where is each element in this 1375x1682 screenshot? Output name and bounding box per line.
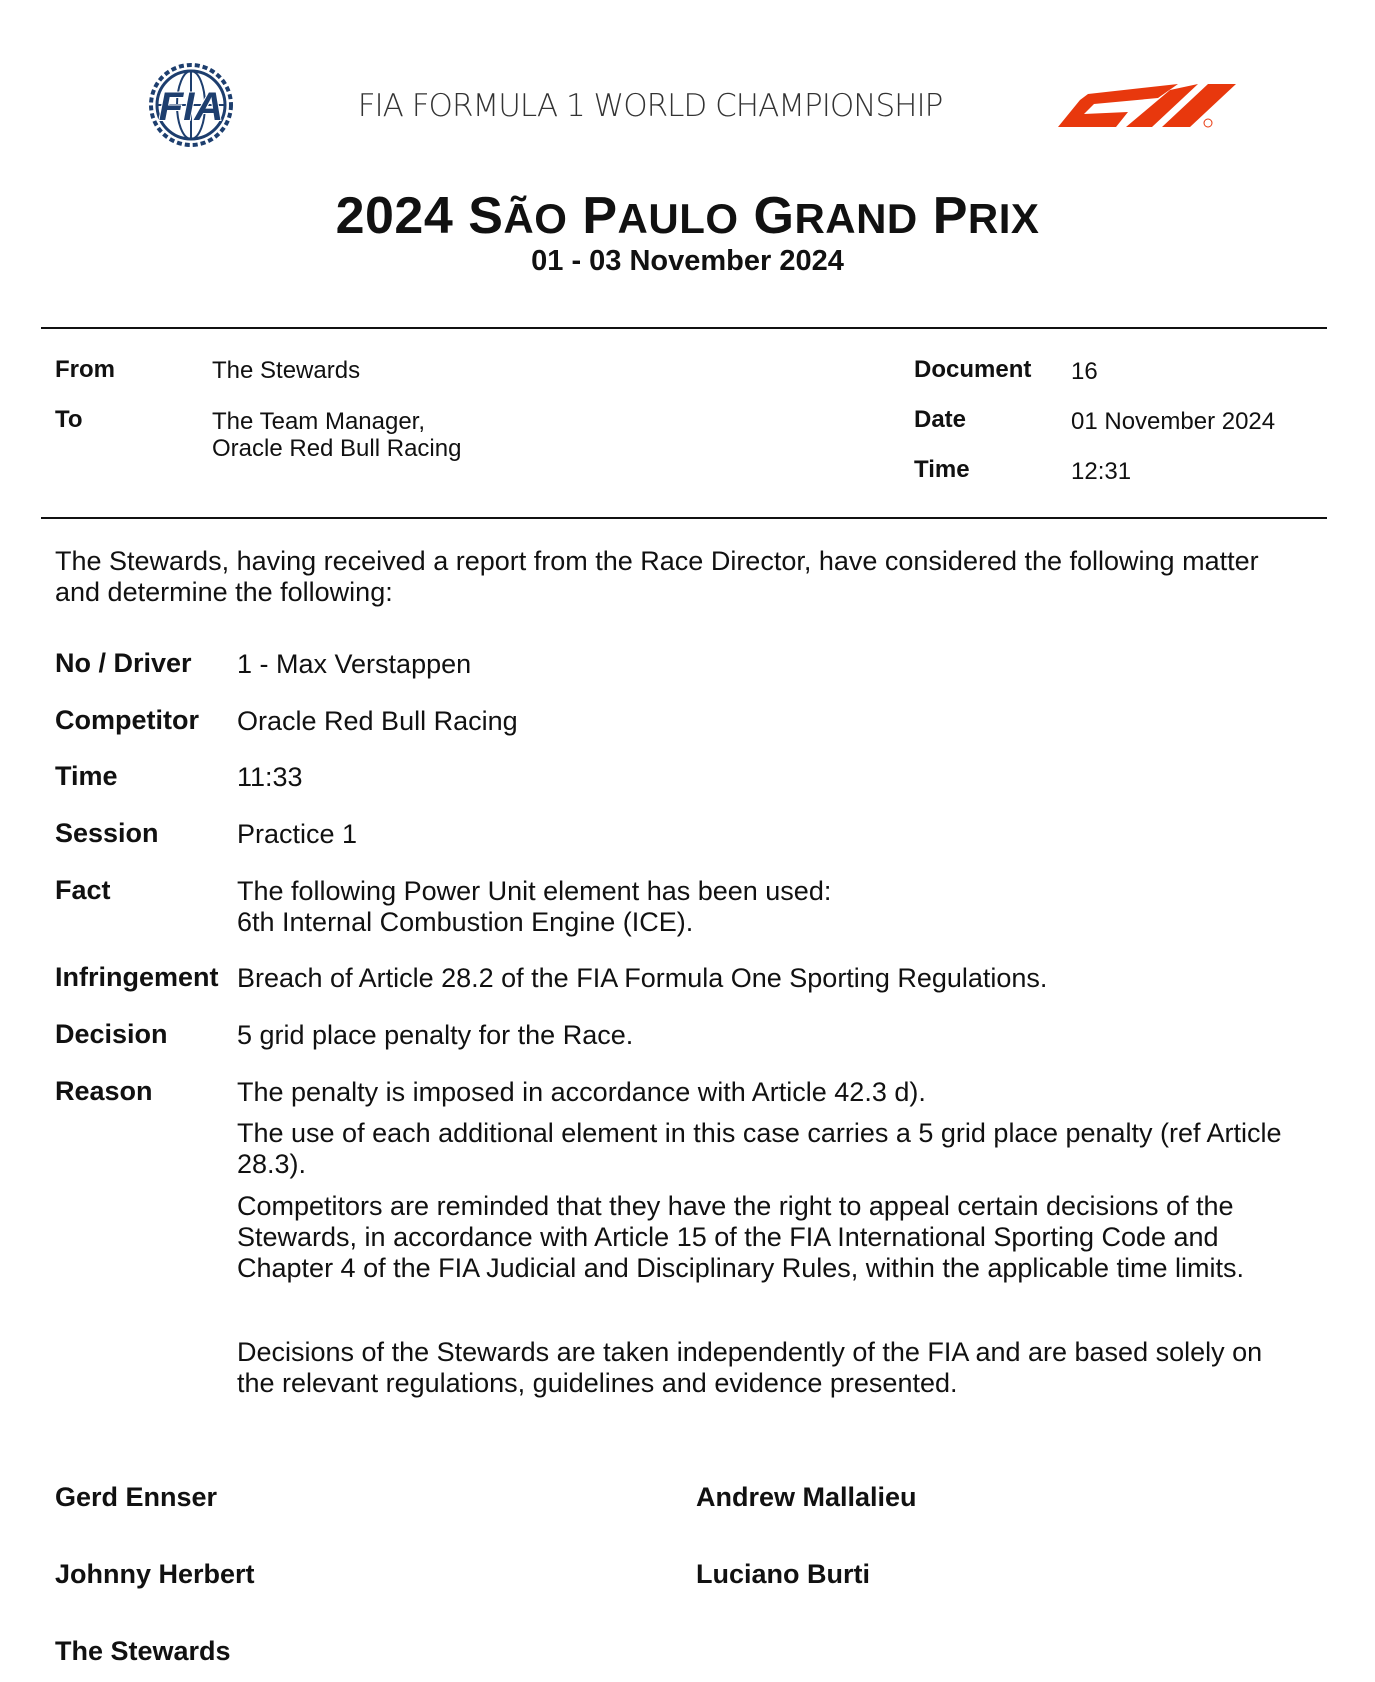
fact-label: Fact xyxy=(55,875,111,905)
decision-label: Decision xyxy=(55,1019,168,1049)
steward-name: Gerd Ennser xyxy=(55,1482,218,1512)
infringement-label: Infringement xyxy=(55,962,219,992)
reason-p1: The penalty is imposed in accordance with Article 42.3 d). xyxy=(237,1077,926,1107)
from-label: From xyxy=(55,356,115,383)
date-value: 01 November 2024 xyxy=(1071,408,1276,435)
fact-value: The following Power Unit element has been used: 6th Internal Combustion Engine (ICE). xyxy=(237,876,832,937)
time-value: 12:31 xyxy=(1071,458,1132,485)
event-dates: 01 - 03 November 2024 xyxy=(531,245,844,277)
stewards-signoff: The Stewards xyxy=(55,1636,231,1666)
session-value: Practice 1 xyxy=(237,819,358,849)
steward-name: Johnny Herbert xyxy=(55,1559,255,1589)
competitor-label: Competitor xyxy=(55,705,199,735)
driver-value: 1 - Max Verstappen xyxy=(237,649,472,679)
document-label: Document xyxy=(914,356,1032,383)
document-value: 16 xyxy=(1071,358,1098,385)
date-label: Date xyxy=(914,406,967,433)
incident-time-value: 11:33 xyxy=(237,762,303,792)
competitor-value: Oracle Red Bull Racing xyxy=(237,706,518,736)
reason-label: Reason xyxy=(55,1076,153,1106)
steward-name: Luciano Burti xyxy=(696,1559,870,1589)
session-label: Session xyxy=(55,818,159,848)
time-label: Time xyxy=(914,456,970,483)
divider-top xyxy=(41,327,1327,329)
steward-name: Andrew Mallalieu xyxy=(696,1482,917,1512)
divider-bottom xyxy=(41,517,1327,519)
from-value: The Stewards xyxy=(212,357,361,384)
intro-paragraph: The Stewards, having received a report from the Race Director, have considered the following matter and determine the following: xyxy=(55,546,1259,607)
reason-p3: Competitors are reminded that they have the right to appeal certain decisions of the Stewards, in accordance with Article 15 of the FIA International Sporting Code and Chapter 4 of the FIA Judicial and Disciplinary Rules, within the applicable time limits. xyxy=(237,1191,1244,1283)
reason-p2: The use of each additional element in this case carries a 5 grid place penalty (ref Article 28.3). xyxy=(237,1118,1282,1179)
fia-logo xyxy=(128,62,254,148)
driver-label: No / Driver xyxy=(55,648,192,678)
reason-p4: Decisions of the Stewards are taken independently of the FIA and are based solely on the relevant regulations, guidelines and evidence presented. xyxy=(237,1337,1263,1398)
infringement-value: Breach of Article 28.2 of the FIA Formula One Sporting Regulations. xyxy=(237,963,1048,993)
event-title: 2024 SÃO PAULO GRAND PRIX xyxy=(335,187,1040,245)
to-value: The Team Manager, Oracle Red Bull Racing xyxy=(212,408,462,462)
championship-name: FIA FORMULA 1 WORLD CHAMPIONSHIP xyxy=(357,88,943,124)
fia-logo-text: FIA xyxy=(158,85,224,129)
decision-value: 5 grid place penalty for the Race. xyxy=(237,1020,634,1050)
incident-time-label: Time xyxy=(55,761,118,791)
to-label: To xyxy=(55,406,83,433)
f1-logo-icon xyxy=(1058,82,1240,132)
